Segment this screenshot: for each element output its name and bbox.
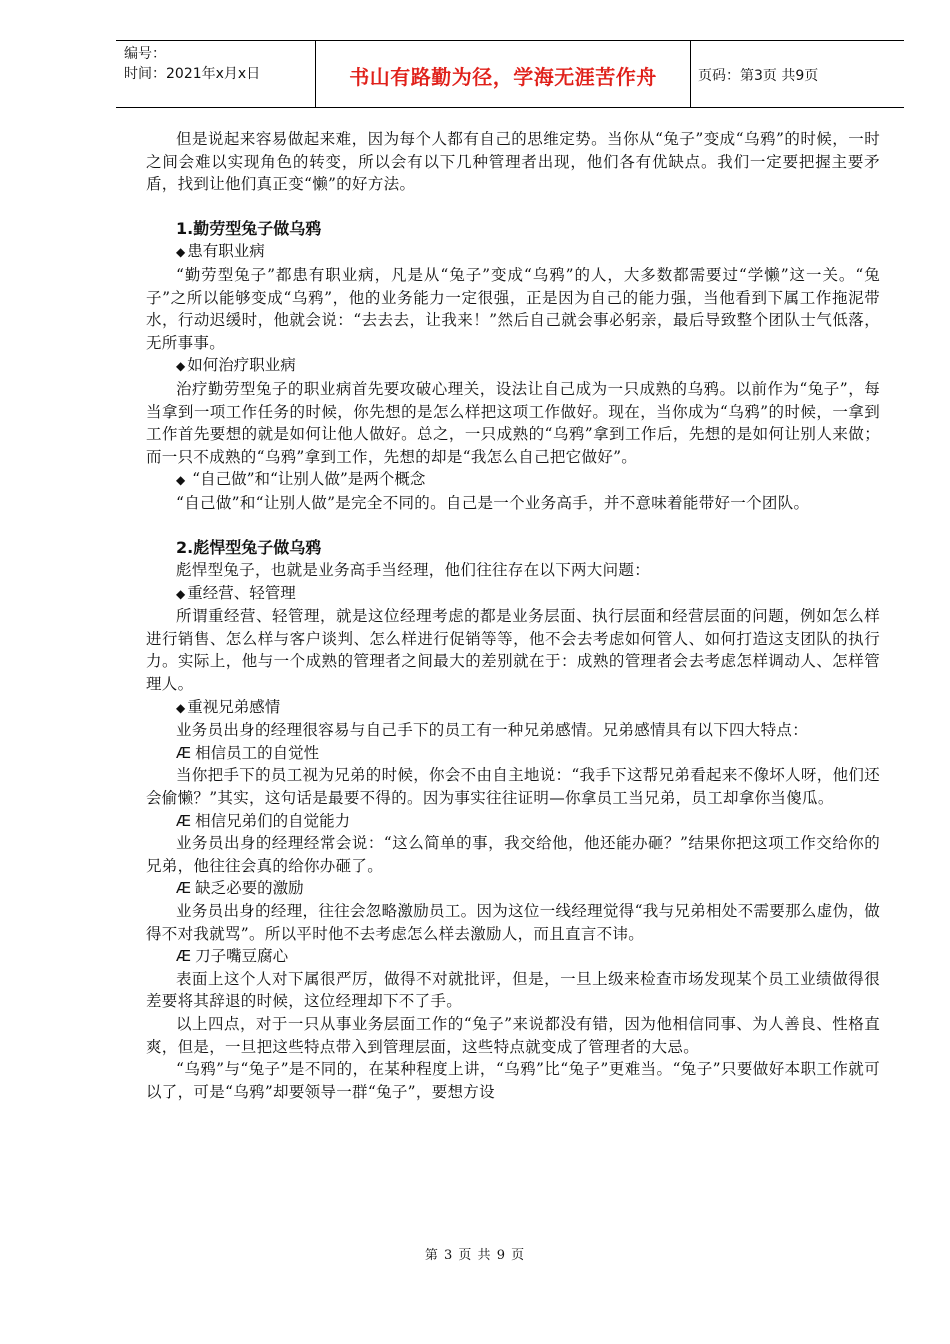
header-table — [116, 40, 904, 108]
paragraph: “乌鸦”与“兔子”是不同的，在某种程度上讲，“乌鸦”比“兔子”更难当。“兔子”只要做好本职工作就可以了，可是“乌鸦”却要领导一群“兔子”，要想方设 — [146, 1060, 880, 1101]
paragraph: 业务员出身的经理经常会说：“这么简单的事，我交给他，他还能办砸？”结果你把这项工作交给你的兄弟，他往往会真的给你办砸了。 — [146, 834, 880, 875]
diamond-bullet-icon: ◆ — [176, 359, 186, 374]
diamond-bullet-icon: ◆ — [176, 473, 186, 488]
marker: Æ — [176, 947, 192, 966]
paragraph: “自己做”和“让别人做”是完全不同的。自己是一个业务高手，并不意味着能带好一个团队。 — [176, 493, 810, 512]
paragraph: 业务员出身的经理很容易与自己手下的员工有一种兄弟感情。兄弟感情具有以下四大特点： — [176, 721, 809, 740]
header-motto-cell — [316, 41, 691, 107]
motto: 书山有路勤为径，学海无涯苦作舟 — [349, 65, 657, 89]
sub-item: Æ 缺乏必要的激励 — [176, 879, 304, 898]
document-body — [146, 128, 880, 1103]
time-label: 时间：2021年x月x日 — [124, 66, 261, 82]
sub-item: Æ 刀子嘴豆腐心 — [176, 947, 289, 966]
paragraph: 以上四点，对于一只从事业务层面工作的“兔子”来说都没有错，因为他相信同事、为人善良、性格直爽，但是，一旦把这些特点带入到管理层面，这些特点就变成了管理者的大忌。 — [146, 1014, 880, 1056]
marker: Æ — [176, 811, 192, 830]
number-label: 编号： — [124, 46, 166, 62]
paragraph: 当你把手下的员工视为兄弟的时候，你会不由自主地说：“我手下这帮兄弟看起来不像坏人呀，他们还会偷懒？”其实，这句话是最要不得的。因为事实往往证明—你拿员工当兄弟，员工却拿你当傻瓜。 — [146, 766, 880, 808]
bullet-item: ◆ 如何治疗职业病 — [176, 356, 296, 375]
paragraph: 所谓重经营、轻管理，就是这位经理考虑的都是业务层面、执行层面和经营层面的问题，例如怎么样进行销售、怎么样与客户谈判、怎么样进行促销等等，他不会去考虑如何管人、如何打造这支团队的执行力。实际上，他与一个成熟的管理者之间最大的差别就在于：成熟的管理者会去考虑怎样调动人、怎样管理人。 — [146, 607, 880, 694]
section1-title: 1.勤劳型兔子做乌鸦 — [176, 218, 322, 238]
section2-title: 2.彪悍型兔子做乌鸦 — [176, 537, 322, 557]
bullet-item: ◆ “自己做”和“让别人做”是两个概念 — [176, 470, 426, 489]
bullet-item: ◆ 患有职业病 — [176, 242, 265, 261]
paragraph: 彪悍型兔子，也就是业务高手当经理，他们往往存在以下两大问题： — [176, 561, 651, 580]
paragraph: 业务员出身的经理，往往会忽略激励员工。因为这位一线经理觉得“我与兄弟相处不需要那么虚伪，做得不对我就骂”。所以平时他不去考虑怎么样去激励人，而且直言不讳。 — [146, 902, 880, 943]
marker: Æ — [176, 879, 192, 898]
diamond-bullet-icon: ◆ — [176, 586, 186, 601]
paragraph: “勤劳型兔子”都患有职业病，凡是从“兔子”变成“乌鸦”的人，大多数都需要过“学懒”这一关。“兔子”之所以能够变成“乌鸦”，他的业务能力一定很强，正是因为自己的能力强，当他看到下属工作拖泥带水，行动迟缓时，他就会说：“去去去，让我来！”然后自己就会事必躬亲，最后导致整个团队士气低落，无所事事。 — [146, 265, 880, 352]
intro-paragraph: 但是说起来容易做起来难，因为每个人都有自己的思维定势。当你从“兔子”变成“乌鸦”的时候，一时之间会难以实现角色的转变，所以会有以下几种管理者出现，他们各有优缺点。我们一定要把握主要矛盾，找到让他们真正变“懒”的好方法。 — [146, 130, 880, 194]
page-label: 页码：第3页 共9页 — [698, 68, 819, 84]
paragraph: 治疗勤劳型兔子的职业病首先要攻破心理关，设法让自己成为一只成熟的乌鸦。以前作为“兔子”，每当拿到一项工作任务的时候，你先想的是怎么样把这项工作做好。现在，当你成为“乌鸦”的时候，一拿到工作首先要想的就是如何让他人做好。总之，一只成熟的“乌鸦”拿到工作后，先想的是如何让别人来做；而一只不成熟的“乌鸦”拿到工作，先想的却是“我怎么自己把它做好”。 — [146, 379, 880, 466]
diamond-bullet-icon: ◆ — [176, 700, 186, 715]
page-footer: 第 3 页 共 9 页 — [424, 1248, 526, 1263]
paragraph: 表面上这个人对下属很严厉，做得不对就批评，但是，一旦上级来检查市场发现某个员工业绩做得很差要将其辞退的时候，这位经理却下不了手。 — [146, 969, 880, 1011]
sub-item: Æ 相信兄弟们的自觉能力 — [176, 811, 351, 830]
header-left-cell — [116, 41, 316, 107]
diamond-bullet-icon: ◆ — [176, 245, 186, 260]
bullet-item: ◆ 重视兄弟感情 — [176, 697, 281, 716]
sub-item: Æ 相信员工的自觉性 — [176, 743, 320, 762]
bullet-item: ◆ 重经营、轻管理 — [176, 583, 296, 602]
marker: Æ — [176, 743, 192, 762]
